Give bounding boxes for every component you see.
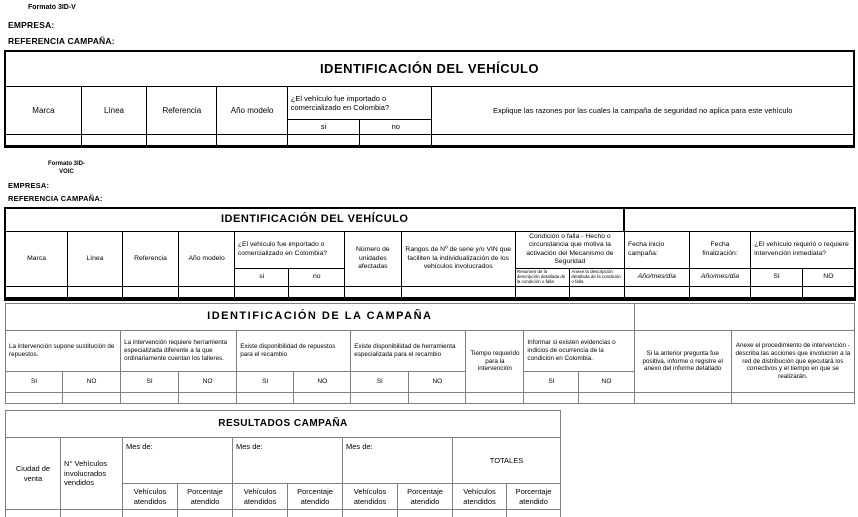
import-question: ¿El vehículo fue importado o comercializado en Colombia? [287, 87, 432, 120]
no-option: NO [579, 372, 634, 393]
input-cell[interactable] [401, 286, 515, 299]
input-cell[interactable] [570, 286, 625, 299]
si-option: SI [121, 372, 179, 393]
campaign-results-table [5, 410, 561, 517]
fecha-fin-formato: Año/mes/día [689, 268, 751, 286]
col-mes-3: Mes de: [343, 438, 453, 484]
col-ano-modelo: Año modelo [217, 87, 287, 135]
col-rangos-vin: Rangos de Nº de serie y/o VIN que faciliten la individualización de los vehículos involucrados [401, 232, 515, 287]
col-ano-modelo: Año modelo [179, 232, 235, 287]
input-cell[interactable] [6, 510, 61, 517]
col-totales: TOTALES [453, 438, 561, 484]
col-intervencion-inmediata: ¿El vehículo requirió o requiere intervención inmediata? [751, 232, 855, 269]
input-cell-referencia[interactable] [147, 135, 217, 147]
input-cell[interactable] [634, 393, 731, 404]
subcol-porcentaje-atendido: Porcentaje atendido [288, 484, 343, 510]
subcol-vehiculos-atendidos: Vehículos atendidos [453, 484, 507, 510]
col-marca: Marca [5, 87, 81, 135]
no-option: NO [802, 268, 855, 286]
subcol-vehiculos-atendidos: Vehículos atendidos [233, 484, 288, 510]
no-option: no [360, 120, 432, 135]
si-option: si [287, 120, 359, 135]
col-fecha-inicio: Fecha inicio campaña: [624, 232, 689, 269]
input-cell[interactable] [398, 510, 453, 517]
input-cell[interactable] [234, 286, 289, 299]
input-cell[interactable] [68, 286, 123, 299]
subcol-vehiculos-atendidos: Vehículos atendidos [343, 484, 398, 510]
input-cell[interactable] [453, 510, 507, 517]
empresa-label-1: EMPRESA: [8, 20, 55, 30]
condicion-sub2: Anexe la descripción detallada de la condición o falla [570, 268, 625, 286]
input-cell-explain[interactable] [432, 135, 854, 147]
col-mes-1: Mes de: [123, 438, 233, 484]
input-cell[interactable] [237, 393, 294, 404]
table4-title: RESULTADOS CAMPAÑA [6, 411, 561, 438]
input-cell[interactable] [351, 393, 409, 404]
table1-title: IDENTIFICACIÓN DEL VEHÍCULO [5, 51, 854, 87]
question-evidencias-colombia: Informar si existen evidencias o indicios de ocurrencia de la condición en Colombia. [524, 331, 634, 372]
explain-reasons-header: Explique las razones por las cuales la campaña de seguridad no aplica para este vehículo [432, 87, 854, 135]
no-option: NO [409, 372, 466, 393]
fecha-inicio-formato: Año/mes/día [624, 268, 689, 286]
input-cell[interactable] [121, 393, 179, 404]
col-ciudad-venta: Ciudad de venta [6, 438, 61, 510]
data-row [5, 135, 854, 147]
input-cell[interactable] [409, 393, 466, 404]
vehicle-id-table-2 [4, 207, 856, 301]
input-cell[interactable] [343, 510, 398, 517]
input-cell[interactable] [466, 393, 524, 404]
vehicle-id-table-1 [4, 50, 855, 148]
data-row [5, 286, 855, 299]
si-option: SI [351, 372, 409, 393]
import-question: ¿El vehículo fue importado o comercializado en Colombia? [234, 232, 344, 269]
col-vehiculos-involucrados: N° Vehículos involucrados vendidos [61, 438, 123, 510]
condicion-sub1: Resumen de la descripción detallada de la condición o falla [515, 268, 570, 286]
no-option: NO [294, 372, 351, 393]
input-cell[interactable] [178, 510, 233, 517]
question-herramienta-especializada: La intervención requiere herramienta especializada diferente a la que ordinariamente cuentan los talleres. [121, 331, 237, 372]
input-cell[interactable] [179, 393, 237, 404]
col-mes-2: Mes de: [233, 438, 343, 484]
input-cell[interactable] [288, 510, 343, 517]
format-label-1: Formato 3ID-V [28, 4, 76, 11]
col-condicion-falla: Condición o falla - Hecho o circunstancia que motiva la activación del Mecanismo de Seguridad [515, 232, 624, 269]
input-cell[interactable] [515, 286, 570, 299]
col-unidades-afectadas: Número de unidades afectadas [345, 232, 402, 287]
question-sustitucion-repuestos: La intervención supone sustitución de repuestos. [6, 331, 121, 372]
input-cell[interactable] [122, 286, 179, 299]
col-linea: Línea [81, 87, 146, 135]
si-option: SI [6, 372, 63, 393]
no-option: no [289, 268, 345, 286]
input-cell-marca[interactable] [5, 135, 81, 147]
input-cell[interactable] [289, 286, 345, 299]
col-linea: Línea [68, 232, 123, 287]
input-cell-si[interactable] [287, 135, 359, 147]
si-option: SI [751, 268, 803, 286]
si-option: si [234, 268, 289, 286]
input-cell[interactable] [689, 286, 751, 299]
input-cell[interactable] [6, 393, 63, 404]
col-fecha-fin: Fecha finalización: [689, 232, 751, 269]
table2-title: IDENTIFICACIÓN DEL VEHÍCULO [5, 208, 624, 232]
input-cell-ano[interactable] [217, 135, 287, 147]
referencia-label-2: REFERENCIA CAMPAÑA: [8, 194, 103, 203]
input-cell[interactable] [731, 393, 854, 404]
input-cell-no[interactable] [360, 135, 432, 147]
input-cell[interactable] [624, 286, 689, 299]
format-label-2-line1: Formato 3ID- [48, 161, 86, 167]
table3-title-spacer [634, 304, 854, 331]
subcol-porcentaje-atendido: Porcentaje atendido [178, 484, 233, 510]
referencia-label-1: REFERENCIA CAMPAÑA: [8, 36, 115, 46]
col-referencia: Referencia [147, 87, 217, 135]
empresa-label-2: EMPRESA: [8, 181, 50, 190]
input-cell[interactable] [179, 286, 235, 299]
input-cell[interactable] [524, 393, 579, 404]
input-cell[interactable] [5, 286, 68, 299]
question-tiempo-requerido: Tiempo requerido para la intervención [466, 331, 524, 393]
question-procedimiento-intervencion: Anexe el procedimiento de intervención - describa las acciones que involucren a la red de distribución que ejecutará los correctivos y el tiempo en que se realizarán. [731, 331, 854, 393]
data-row [6, 393, 855, 404]
format-label-2 [48, 161, 85, 177]
input-cell[interactable] [751, 286, 803, 299]
no-option: NO [179, 372, 237, 393]
data-row [6, 510, 561, 517]
si-option: SI [237, 372, 294, 393]
input-cell-linea[interactable] [81, 135, 146, 147]
question-informe-detallado: Si la anterior pregunta fue positiva, informe o registre el anexo del informe detallado [634, 331, 731, 393]
input-cell[interactable] [123, 510, 178, 517]
table2-title-spacer [624, 208, 855, 232]
col-marca: Marca [5, 232, 68, 287]
question-disponibilidad-herramienta: Existe disponibilidad de herramienta especializada para el recambio [351, 331, 466, 372]
subcol-porcentaje-atendido: Porcentaje atendido [398, 484, 453, 510]
input-cell[interactable] [294, 393, 351, 404]
input-cell[interactable] [802, 286, 855, 299]
subcol-vehiculos-atendidos: Vehículos atendidos [123, 484, 178, 510]
format-label-2-line2: VOIC [59, 168, 74, 175]
si-option: SI [524, 372, 579, 393]
input-cell[interactable] [61, 510, 123, 517]
campaign-id-table [5, 303, 855, 404]
no-option: NO [63, 372, 121, 393]
input-cell[interactable] [63, 393, 121, 404]
subcol-porcentaje-atendido: Porcentaje atendido [507, 484, 561, 510]
col-referencia: Referencia [122, 232, 179, 287]
question-disponibilidad-repuestos: Existe disponibilidad de repuestos para el recambio [237, 331, 351, 372]
input-cell[interactable] [579, 393, 634, 404]
input-cell[interactable] [345, 286, 402, 299]
input-cell[interactable] [233, 510, 288, 517]
input-cell[interactable] [507, 510, 561, 517]
table3-title: IDENTIFICACIÓN DE LA CAMPAÑA [6, 304, 635, 331]
